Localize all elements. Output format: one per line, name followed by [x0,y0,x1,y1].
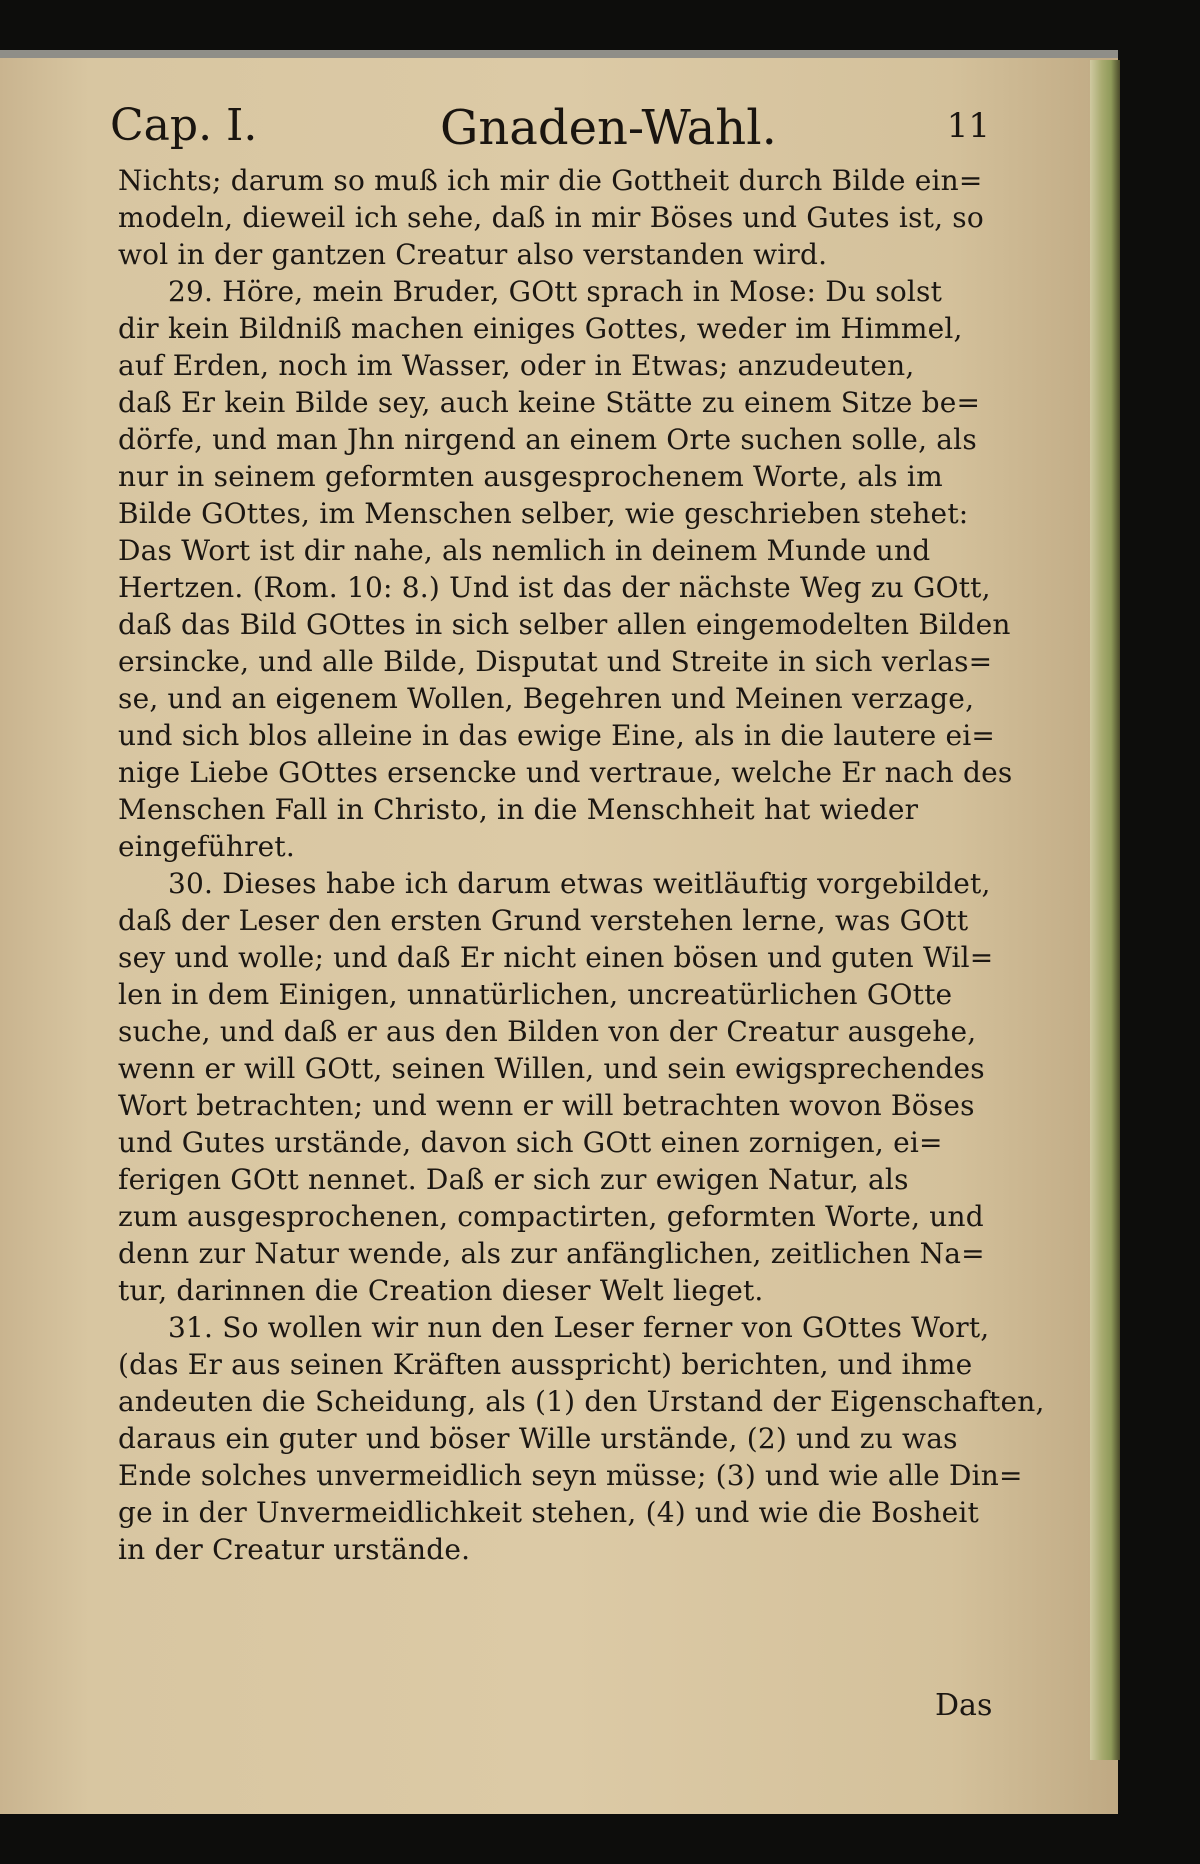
text-line: nur in seinem geformten ausgesprochenem Worte, als im [118,460,943,493]
page-number: 11 [946,106,990,146]
page-edge [1090,60,1120,1760]
text-line: Nichts; darum so muß ich mir die Gottheit durch Bilde ein= [118,164,983,197]
text-line: daß der Leser den ersten Grund verstehen lerne, was GOtt [118,904,969,937]
text-line: sey und wolle; und daß Er nicht einen bösen und guten Wil= [118,941,994,974]
catchword: Das [935,1688,993,1723]
text-line: in der Creatur urstände. [118,1533,471,1566]
text-line: wol in der gantzen Creatur also verstanden wird. [118,238,828,271]
text-line: Hertzen. (Rom. 10: 8.) Und ist das der nächste Weg zu GOtt, [118,571,991,604]
text-line: und sich blos alleine in das ewige Eine, als in die lautere ei= [118,719,996,752]
paragraph-31-start: 31. So wollen wir nun den Leser ferner von GOttes Wort, [168,1311,990,1344]
text-line: daraus ein guter und böser Wille urstände, (2) und zu was [118,1422,958,1455]
text-line: nige Liebe GOttes ersencke und vertraue, welche Er nach des [118,756,1013,789]
running-title: Gnaden-Wahl. [440,100,777,156]
text-line: ge in der Unvermeidlichkeit stehen, (4) und wie die Bosheit [118,1496,979,1529]
text-line: (das Er aus seinen Kräften ausspricht) berichten, und ihme [118,1348,973,1381]
paragraph-30-start: 30. Dieses habe ich darum etwas weitläuftig vorgebildet, [168,867,991,900]
body-text [118,162,1045,1568]
text-line: daß das Bild GOttes in sich selber allen eingemodelten Bilden [118,608,1011,641]
text-line: wenn er will GOtt, seinen Willen, und sein ewigsprechendes [118,1052,985,1085]
text-line: Das Wort ist dir nahe, als nemlich in deinem Munde und [118,534,931,567]
text-line: modeln, dieweil ich sehe, daß in mir Böses und Gutes ist, so [118,201,984,234]
text-line: Ende solches unvermeidlich seyn müsse; (3) und wie alle Din= [118,1459,1023,1492]
text-line: daß Er kein Bilde sey, auch keine Stätte zu einem Sitze be= [118,386,981,419]
text-line: dir kein Bildniß machen einiges Gottes, weder im Himmel, [118,312,963,345]
text-line: andeuten die Scheidung, als (1) den Urstand der Eigenschaften, [118,1385,1045,1418]
text-line: len in dem Einigen, unnatürlichen, uncreatürlichen GOtte [118,978,953,1011]
text-line: Menschen Fall in Christo, in die Menschheit hat wieder [118,793,919,826]
text-line: Wort betrachten; und wenn er will betrachten wovon Böses [118,1089,975,1122]
paragraph-29-start: 29. Höre, mein Bruder, GOtt sprach in Mose: Du solst [168,275,943,308]
text-line: auf Erden, noch im Wasser, oder in Etwas; anzudeuten, [118,349,915,382]
text-line: Bilde GOttes, im Menschen selber, wie geschrieben stehet: [118,497,969,530]
text-line: denn zur Natur wende, als zur anfänglichen, zeitlichen Na= [118,1237,985,1270]
text-line: dörfe, und man Jhn nirgend an einem Orte suchen solle, als [118,423,977,456]
text-line: se, und an eigenem Wollen, Begehren und Meinen verzage, [118,682,975,715]
text-line: tur, darinnen die Creation dieser Welt lieget. [118,1274,764,1307]
running-header [110,100,990,160]
text-line: und Gutes urstände, davon sich GOtt einen zornigen, ei= [118,1126,943,1159]
text-line: eingeführet. [118,830,295,863]
text-line: zum ausgesprochenen, compactirten, geformten Worte, und [118,1200,984,1233]
text-line: ersincke, und alle Bilde, Disputat und Streite in sich verlas= [118,645,993,678]
chapter-label: Cap. I. [110,100,258,151]
text-line: suche, und daß er aus den Bilden von der Creatur ausgehe, [118,1015,977,1048]
text-line: ferigen GOtt nennet. Daß er sich zur ewigen Natur, als [118,1163,909,1196]
